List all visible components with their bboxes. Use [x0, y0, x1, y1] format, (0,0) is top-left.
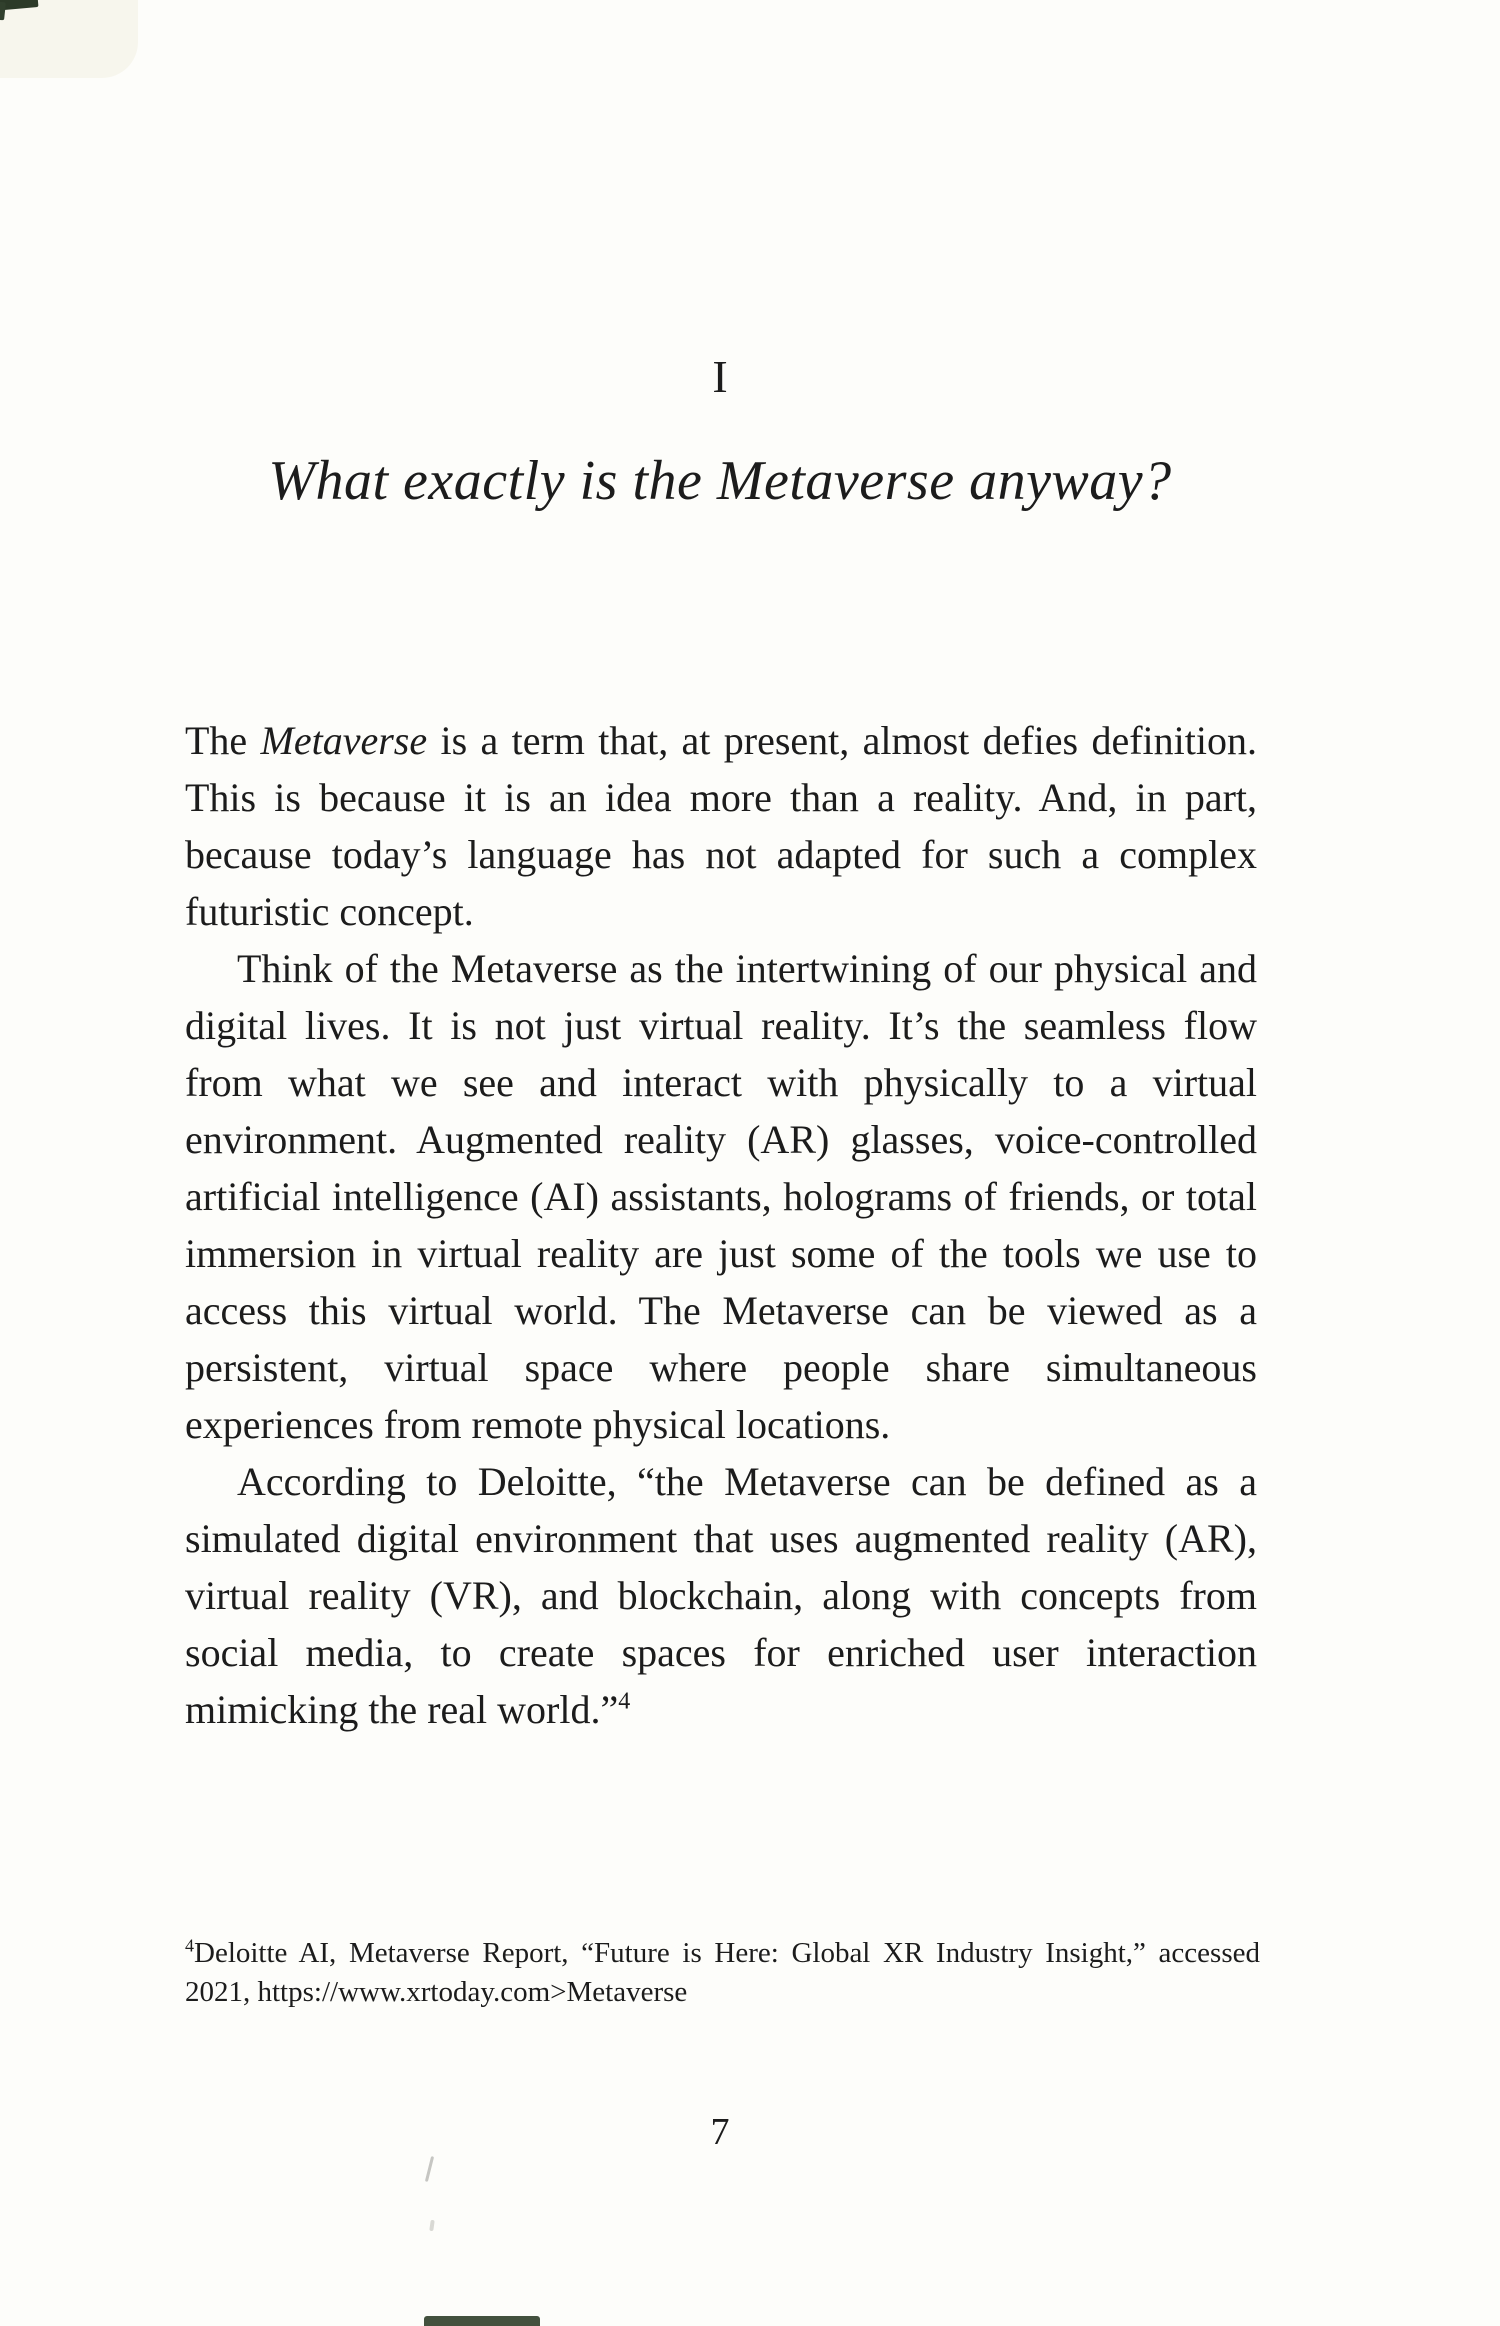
footnote: [185, 1934, 1260, 2012]
footnote-reference: 4: [618, 1688, 631, 1715]
chapter-title: What exactly is the Metaverse anyway?: [268, 450, 1172, 512]
italic-term-metaverse: Metaverse: [260, 718, 428, 763]
paragraph-1-post: is a term that, at present, almost defies definition. This is because it is an idea more than a reality. And, in part, because today’s language has not adapted for such a complex futuristic concept.: [185, 718, 1257, 934]
chapter-number: I: [712, 351, 728, 402]
scan-smudge-dot: [429, 2220, 434, 2231]
scan-bottom-edge-artifact: [424, 2316, 540, 2326]
paragraph-1-pre: The: [185, 718, 261, 763]
paragraph-3: [185, 1453, 1257, 1738]
page-number: 7: [710, 2111, 730, 2153]
paragraph-3-text: According to Deloitte, “the Metaverse can be defined as a simulated digital environment that uses augmented reality (AR), virtual reality (VR), and blockchain, along with concepts from social media, to create spaces for enriched user interaction mimicking the real world.”: [185, 1459, 1257, 1732]
footnote-marker: 4: [185, 1935, 194, 1956]
scan-cream-patch: [0, 0, 138, 78]
paragraph-1: [185, 712, 1257, 940]
paragraph-2: Think of the Metaverse as the intertwining of our physical and digital lives. It is not just virtual reality. It’s the seamless flow from what we see and interact with physically to a virtual environment. Augmented reality (AR) glasses, voice-controlled artificial intelligence (AI) assistants, holograms of friends, or total immersion in virtual reality are just some of the tools we use to access this virtual world. The Metaverse can be viewed as a persistent, virtual space where people share simultaneous experiences from remote physical locations.: [185, 946, 1257, 1447]
body-text: [185, 712, 1257, 1738]
scan-smudge-slash: [425, 2156, 434, 2182]
footnote-text: Deloitte AI, Metaverse Report, “Future is Here: Global XR Industry Insight,” accessed 2021, https://www.xrtoday.com>Metaverse: [185, 1937, 1260, 2008]
